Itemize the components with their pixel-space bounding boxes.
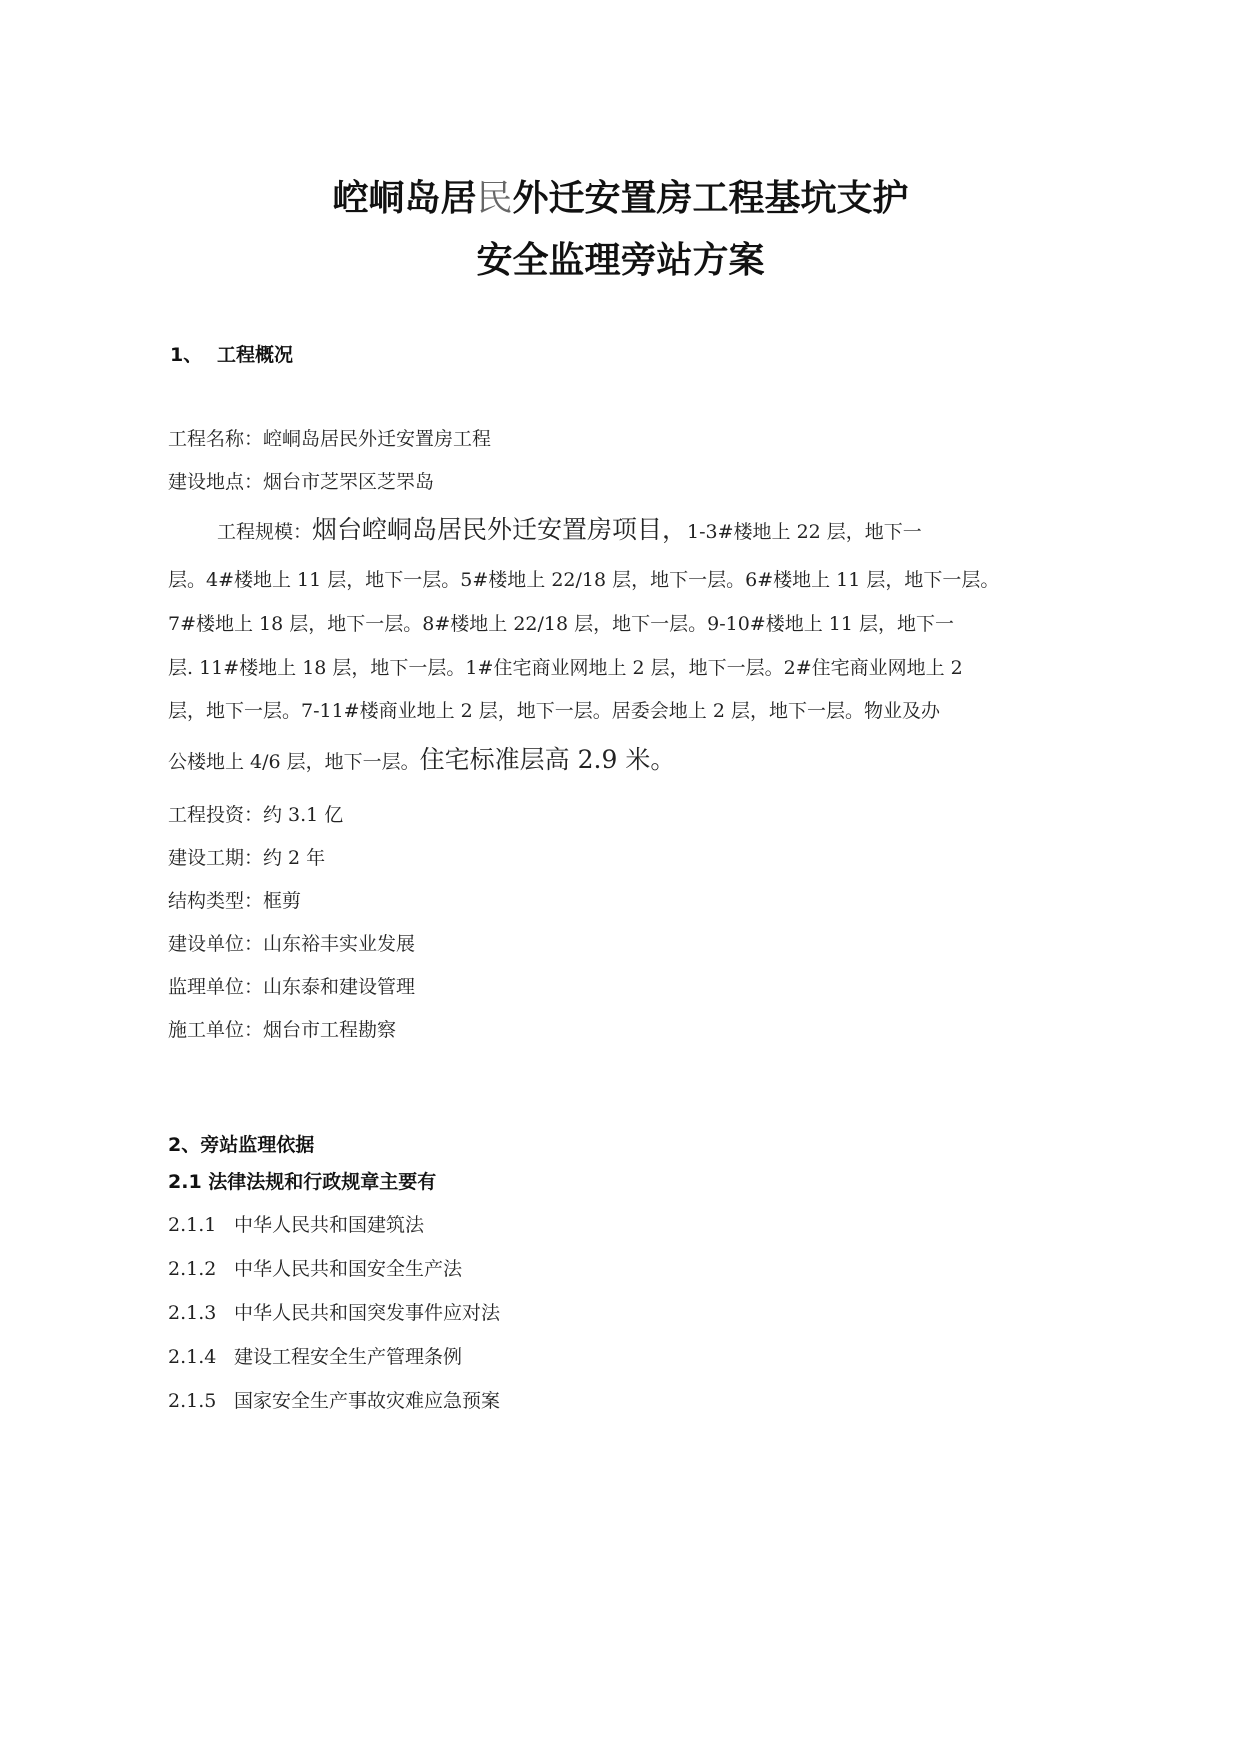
list-item-text: 中华人民共和国安全生产法	[234, 1258, 463, 1280]
field-label: 工程投资：	[168, 804, 264, 826]
section-1-heading: 工程概况	[217, 344, 294, 366]
list-item-text: 建设工程安全生产管理条例	[234, 1346, 463, 1368]
field-value: 约 3.1 亿	[263, 804, 344, 826]
field-supervisor	[168, 972, 415, 999]
scale-text-1: 1-3#楼地上 22 层，地下一	[687, 521, 922, 543]
section-2-1-heading: 2.1 法律法规和行政规章主要有	[168, 1171, 437, 1193]
field-structure-type	[168, 886, 301, 913]
list-item-text: 中华人民共和国突发事件应对法	[234, 1302, 501, 1324]
list-item-number: 2.1.5	[168, 1390, 217, 1412]
scale-line-6	[168, 740, 675, 776]
field-value: 山东裕丰实业发展	[263, 933, 416, 955]
title-highlight-char: 民	[476, 178, 513, 219]
list-item	[168, 1342, 462, 1369]
scale-floor-height: 住宅标准层高 2.9 米。	[419, 745, 676, 774]
field-label: 结构类型：	[168, 890, 264, 912]
list-item	[168, 1386, 500, 1413]
field-location	[168, 467, 434, 494]
field-label: 建设单位：	[168, 933, 264, 955]
scale-lead: 烟台崆峒岛居民外迁安置房项目，	[312, 515, 688, 544]
title-part-b: 外迁安置房工程基坑支护	[512, 178, 909, 219]
scale-label: 工程规模：	[217, 521, 313, 543]
list-item-number: 2.1.3	[168, 1302, 217, 1324]
field-label: 施工单位：	[168, 1019, 264, 1041]
field-value: 框剪	[263, 890, 302, 912]
field-value: 烟台市工程勘察	[263, 1019, 397, 1041]
document-title-line-2: 安全监理旁站方案	[476, 240, 765, 281]
section-1-number: 1、	[170, 344, 203, 366]
scale-line-2: 层。4#楼地上 11 层，地下一层。5#楼地上 22/18 层，地下一层。6#楼地上 11 层，地下一层。	[168, 569, 1000, 591]
scale-line-1	[217, 510, 922, 546]
title-part-a: 崆峒岛居	[332, 178, 477, 219]
document-title-line-1	[0, 170, 1241, 221]
scale-text-6: 公楼地上 4/6 层，地下一层。	[168, 751, 420, 773]
field-value: 约 2 年	[263, 847, 326, 869]
field-project-name	[168, 424, 491, 451]
list-item	[168, 1298, 500, 1325]
field-value: 崆峒岛居民外迁安置房工程	[263, 428, 492, 450]
field-owner	[168, 929, 415, 956]
list-item-text: 中华人民共和国建筑法	[234, 1214, 425, 1236]
list-item-text: 国家安全生产事故灾难应急预案	[234, 1390, 501, 1412]
section-2-heading: 2、旁站监理依据	[168, 1134, 315, 1156]
field-contractor	[168, 1015, 396, 1042]
list-item-number: 2.1.2	[168, 1258, 217, 1280]
field-label: 工程名称：	[168, 428, 264, 450]
list-item	[168, 1210, 424, 1237]
field-label: 建设地点：	[168, 471, 264, 493]
field-value: 山东泰和建设管理	[263, 976, 416, 998]
field-value: 烟台市芝罘区芝罘岛	[263, 471, 435, 493]
list-item-number: 2.1.4	[168, 1346, 217, 1368]
field-label: 建设工期：	[168, 847, 264, 869]
scale-line-3: 7#楼地上 18 层，地下一层。8#楼地上 22/18 层，地下一层。9-10#楼地上 11 层，地下一	[168, 613, 954, 635]
field-label: 监理单位：	[168, 976, 264, 998]
list-item-number: 2.1.1	[168, 1214, 217, 1236]
field-duration	[168, 843, 325, 870]
list-item	[168, 1254, 462, 1281]
field-investment	[168, 800, 343, 827]
scale-line-4: 层. 11#楼地上 18 层，地下一层。1#住宅商业网地上 2 层，地下一层。2#住宅商业网地上 2	[168, 657, 963, 679]
scale-line-5: 层，地下一层。7-11#楼商业地上 2 层，地下一层。居委会地上 2 层，地下一层。物业及办	[168, 700, 940, 722]
